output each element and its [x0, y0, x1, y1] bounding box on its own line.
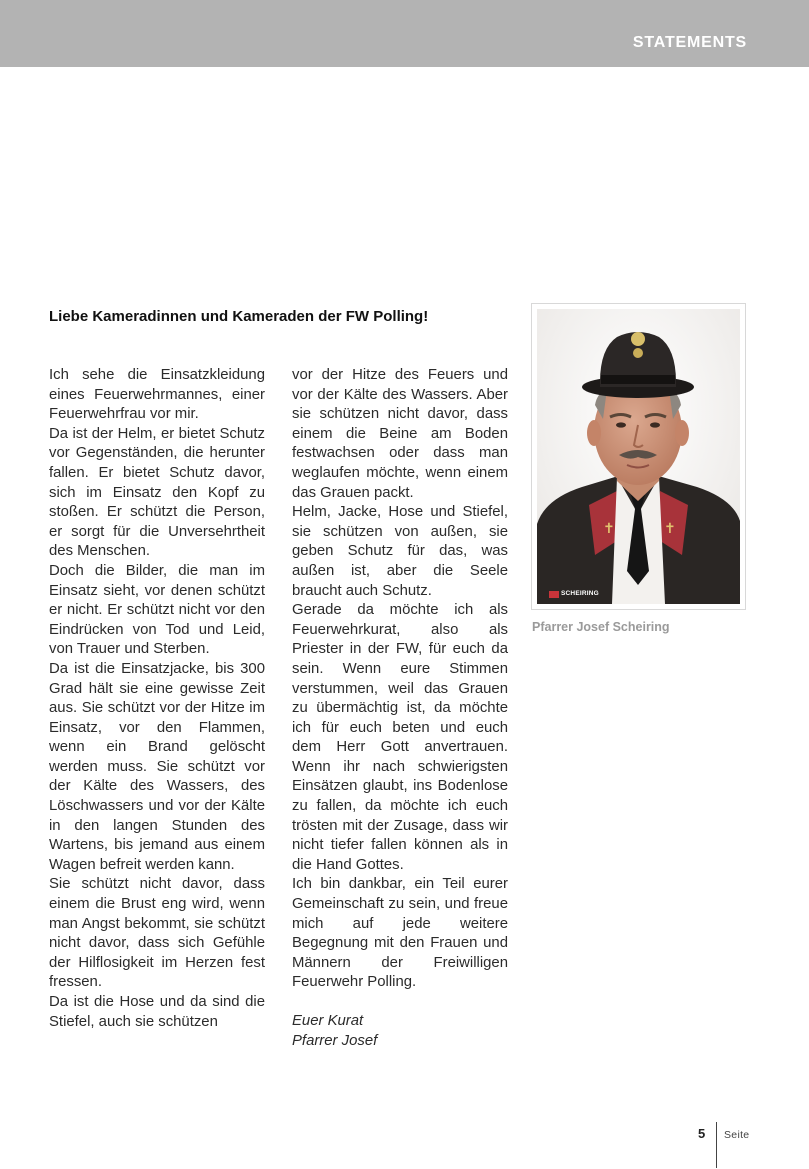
svg-text:✝: ✝: [603, 521, 615, 537]
page-divider: [716, 1122, 717, 1168]
paragraph: Da ist der Helm, er bietet Schutz vor Gegenständen, die herunter fallen. Er bietet Schutz davor, sich im Einsatz den Kopf zu stoßen. Er schützt die Person, er sorgt für die Unversehrtheit des Menschen.: [49, 425, 265, 560]
paragraph: Doch die Bilder, die man im Einsatz sieht, vor denen schützt er nicht. Er schützt nicht vor den Eindrücken von Tod und Leid, von Trauer und Sterben.: [49, 562, 265, 658]
paragraph: Da ist die Einsatzjacke, bis 300 Grad hält sie eine gewisse Zeit aus. Sie schützt vor der Hitze im Einsatz, vor den Flammen, wenn ein Brand gelöscht werden muss. Sie schützt vor der Kälte des Wassers, des Löschwassers und vor der Kälte in den langen Stunden des Wartens, bis jemand aus einem Wagen befreit werden kann.: [49, 660, 265, 873]
article-column-left: [49, 366, 265, 1032]
svg-text:✝: ✝: [664, 521, 676, 537]
paragraph: Da ist die Hose und da sind die Stiefel, auch sie schützen: [49, 994, 265, 1030]
paragraph: Gerade da möchte ich als Feuerwehrkurat, also als Priester in der FW, für euch da sein. Wenn eure Stimmen verstummen, weil das Grauen zu übermächtig ist, da möchte ich für euch beten und euch dem Herr Gott anvertrauen. Wenn ihr nach schwierigsten Einsätzen glaubt, ins Bodenlose zu fallen, da möchte ich euch trösten mit der Zusage, dass wir nicht tiefer fallen können als in die Hand Gottes.: [292, 602, 508, 873]
section-label: STATEMENTS: [632, 34, 747, 51]
signature-line: Pfarrer Josef: [292, 1032, 378, 1049]
photo-caption: Pfarrer Josef Scheiring: [532, 620, 670, 634]
portrait-photo: [537, 309, 740, 604]
paragraph: Ich bin dankbar, ein Teil eurer Gemeinschaft zu sein, und freue mich auf jede weitere Begegnung mit den Frauen und Männern der Freiwilligen Feuerwehr Polling.: [292, 876, 508, 991]
article-column-right: [292, 366, 508, 1051]
signature: [292, 1012, 508, 1051]
paragraph: Sie schützt nicht davor, dass einem die Brust eng wird, wenn man Angst bekommt, sie schützt nicht davor, dass sich Gefühle der Hilflosigkeit im Herzen fest fressen.: [49, 876, 265, 991]
page-word: Seite: [724, 1129, 750, 1141]
jacket-name-badge: SCHEIRING: [561, 590, 599, 597]
portrait-illustration: [537, 309, 740, 604]
page-number: 5: [698, 1126, 706, 1141]
paragraph: Ich sehe die Einsatzkleidung eines Feuerwehrmannes, einer Feuerwehrfrau vor mir.: [49, 367, 265, 423]
signature-line: Euer Kurat: [292, 1013, 364, 1029]
paragraph: vor der Hitze des Feuers und vor der Kälte des Wassers. Aber sie schützen nicht davor, dass einem die Beine am Boden festwachsen oder dass man weglaufen möchte, wenn einem das Grauen packt.: [292, 367, 508, 501]
paragraph: Helm, Jacke, Hose und Stiefel, sie schützen von außen, sie geben Schutz für das, was außen ist, aber die Seele braucht auch Schutz.: [292, 504, 508, 599]
article-headline: Liebe Kameradinnen und Kameraden der FW Polling!: [49, 308, 429, 325]
portrait-photo-frame: [531, 303, 746, 610]
